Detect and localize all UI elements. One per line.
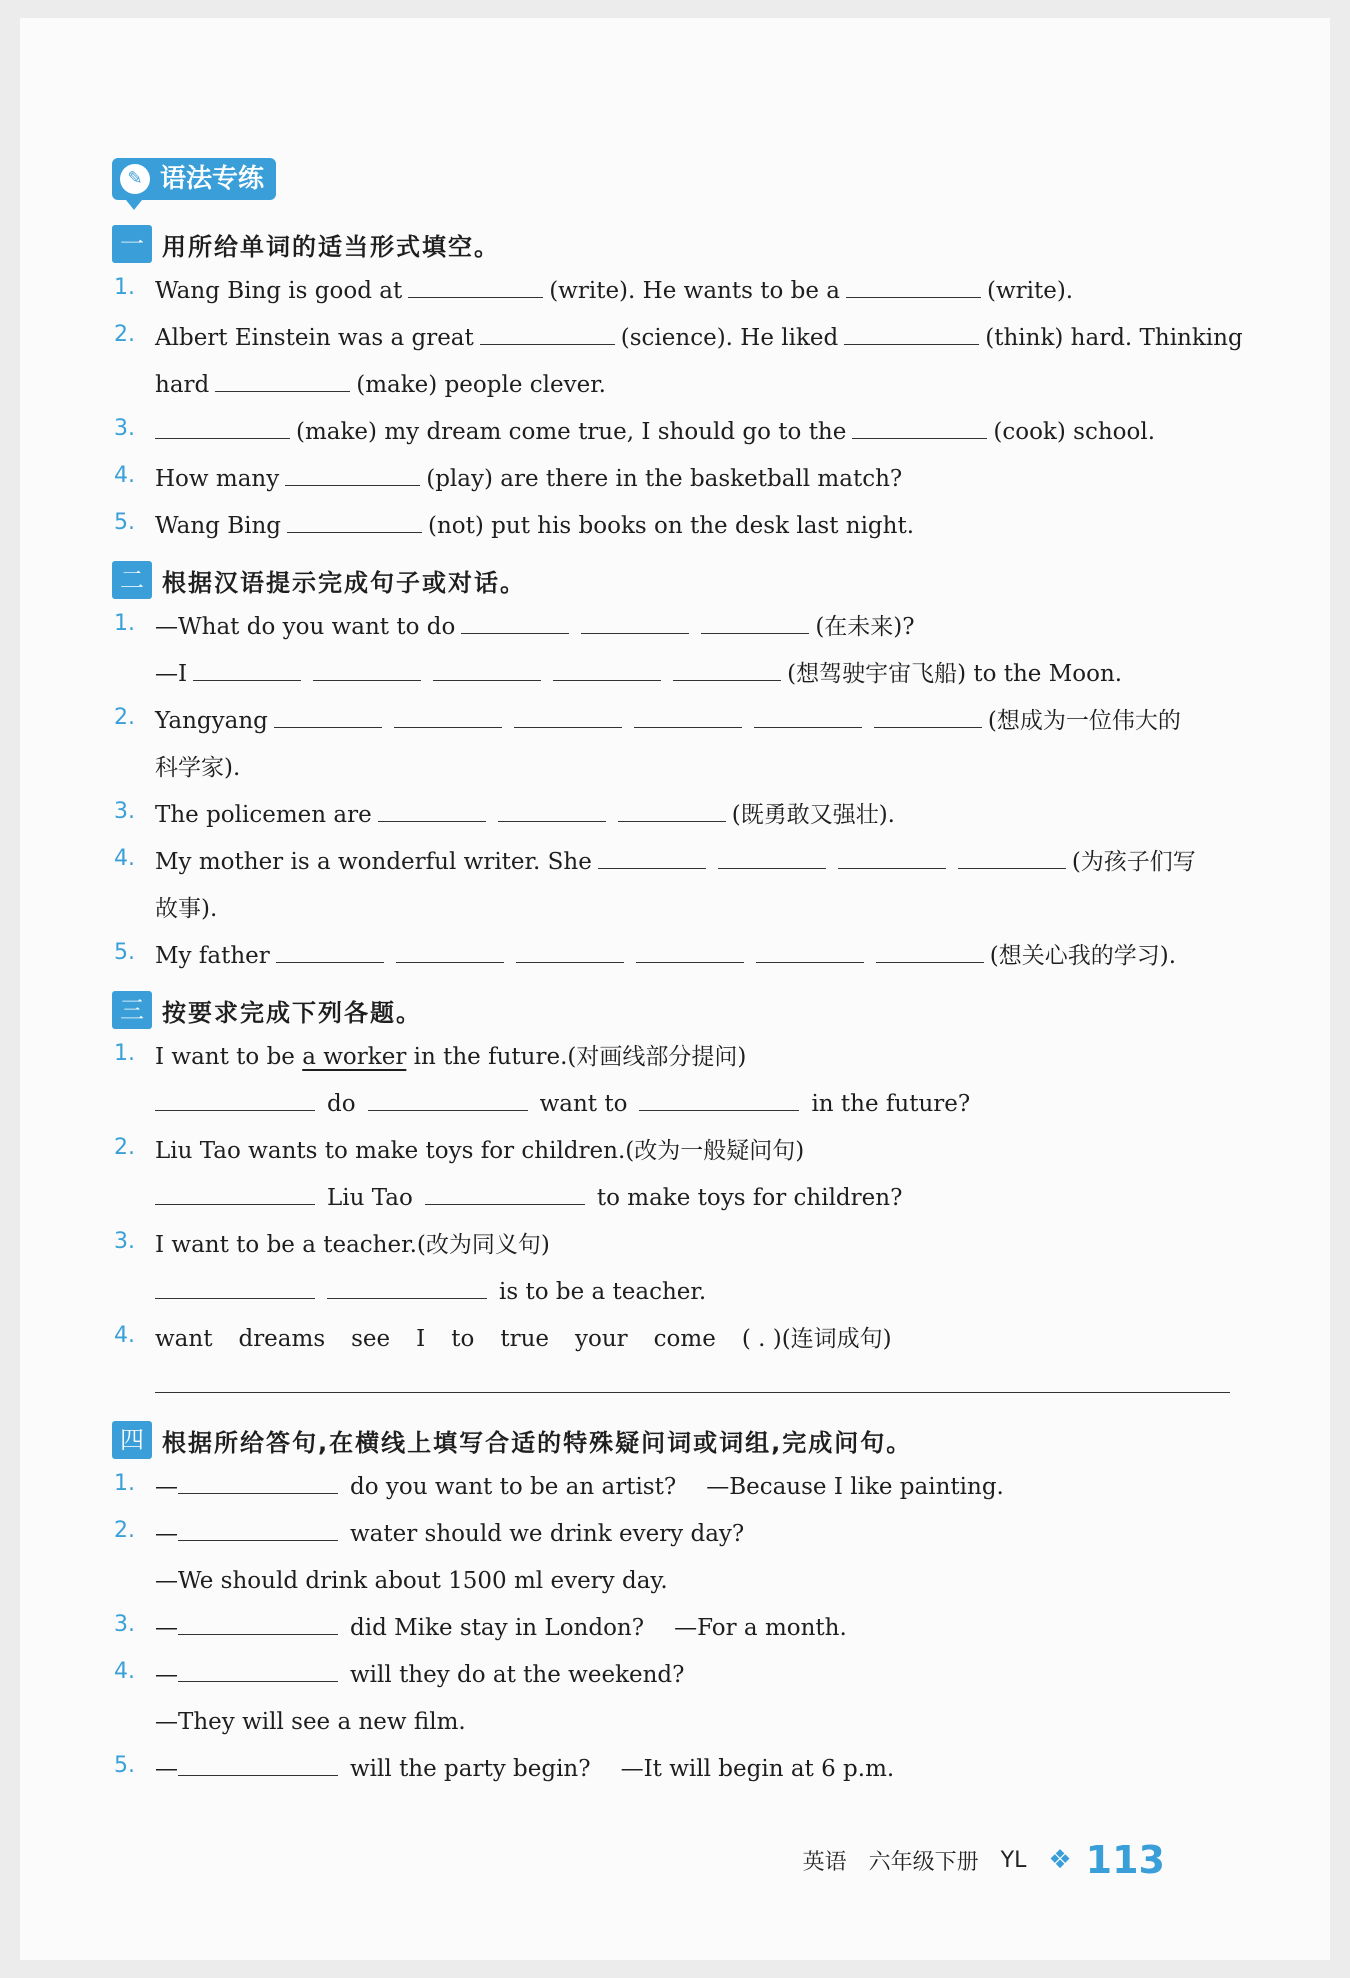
question-line: hard (make) people clever. <box>112 362 1232 409</box>
section-badge: 二 <box>112 561 152 599</box>
answer-blank[interactable] <box>368 1088 528 1111</box>
question-line: 1. Wang Bing is good at (write). He wants to be a (write). <box>114 275 1074 304</box>
answer-blank[interactable] <box>327 1276 487 1299</box>
answer-blank[interactable] <box>852 416 987 439</box>
question-line: 2. Albert Einstein was a great (science). He liked (think) hard. Thinking <box>114 322 1243 351</box>
question-line: —I (想驾驶宇宙飞船) to the Moon. <box>112 651 1232 698</box>
question-line: 2. Liu Tao wants to make toys for children.(改为一般疑问句) <box>114 1135 805 1164</box>
question-line: 5. Wang Bing (not) put his books on the desk last night. <box>114 510 915 539</box>
question-line: —They will see a new film. <box>155 1709 466 1735</box>
answer-blank[interactable] <box>673 658 781 681</box>
answer-blank[interactable] <box>876 940 984 963</box>
question-line <box>112 1363 1232 1410</box>
footer-subject: 英语 <box>802 1849 847 1875</box>
question-line: 2. Yangyang (想成为一位伟大的 <box>114 705 1181 734</box>
answer-blank[interactable] <box>480 322 615 345</box>
question-line: 1. I want to be a worker in the future.(对画线部分提问) <box>114 1041 747 1070</box>
question-line: 4. — will they do at the weekend? <box>114 1659 685 1688</box>
question-line: 4. How many (play) are there in the basketball match? <box>114 463 903 492</box>
answer-blank[interactable] <box>287 510 422 533</box>
answer-blank[interactable] <box>425 1182 585 1205</box>
answer-blank[interactable] <box>155 1088 315 1111</box>
answer-blank[interactable] <box>433 658 541 681</box>
answer-blank[interactable] <box>598 846 706 869</box>
question-line: 4. My mother is a wonderful writer. She (为孩子们写 <box>114 846 1196 875</box>
answer-blank[interactable] <box>178 1471 338 1494</box>
answer-blank[interactable] <box>394 705 502 728</box>
section-title: 用所给单词的适当形式填空。 <box>162 232 500 261</box>
answer-blank[interactable] <box>498 799 606 822</box>
section-title: 按要求完成下列各题。 <box>162 998 422 1027</box>
answer-blank[interactable] <box>193 658 301 681</box>
footer-edition: YL <box>1000 1847 1027 1873</box>
grammar-icon: ✎ <box>120 164 150 194</box>
question-line: 3. I want to be a teacher.(改为同义句) <box>114 1229 550 1258</box>
answer-blank[interactable] <box>396 940 504 963</box>
question-line: —We should drink about 1500 ml every day. <box>155 1568 668 1594</box>
answer-blank[interactable] <box>408 275 543 298</box>
question-line: Liu Tao to make toys for children? <box>112 1175 1232 1222</box>
question-line: 5. My father (想关心我的学习). <box>114 940 1177 969</box>
page-number: 113 <box>1085 1838 1165 1882</box>
question-line: 故事). <box>155 896 218 922</box>
answer-blank[interactable] <box>874 705 982 728</box>
answer-blank[interactable] <box>276 940 384 963</box>
answer-blank[interactable] <box>514 705 622 728</box>
question-line: 4. want dreams see I to true your come ( . )(连词成句) <box>114 1323 892 1352</box>
section-title: 根据所给答句,在横线上填写合适的特殊疑问词或词组,完成问句。 <box>162 1428 913 1457</box>
footer-grade: 六年级下册 <box>868 1849 979 1875</box>
answer-blank[interactable] <box>155 1276 315 1299</box>
answer-blank[interactable] <box>756 940 864 963</box>
answer-blank[interactable] <box>155 1182 315 1205</box>
answer-blank[interactable] <box>581 611 689 634</box>
content <box>112 158 1243 1793</box>
section-2-header <box>112 558 1232 602</box>
answer-blank[interactable] <box>178 1612 338 1635</box>
answer-blank[interactable] <box>701 611 809 634</box>
answer-blank[interactable] <box>754 705 862 728</box>
section-badge: 三 <box>112 991 152 1029</box>
answer-blank[interactable] <box>634 705 742 728</box>
question-line: do want to in the future? <box>112 1081 1232 1128</box>
underlined-phrase: a worker <box>302 1044 407 1070</box>
section-4-header <box>112 1418 1232 1462</box>
question-line: 3. (make) my dream come true, I should go to the (cook) school. <box>114 416 1156 445</box>
answer-blank[interactable] <box>215 369 350 392</box>
answer-blank[interactable] <box>313 658 421 681</box>
section-1-header <box>112 222 1232 266</box>
question-line: 5. — will the party begin? —It will begin at 6 p.m. <box>114 1753 895 1782</box>
question-line: 2. — water should we drink every day? <box>114 1518 745 1547</box>
section-badge: 一 <box>112 225 152 263</box>
section-3-header <box>112 988 1232 1032</box>
answer-blank[interactable] <box>461 611 569 634</box>
answer-blank[interactable] <box>155 416 290 439</box>
answer-blank[interactable] <box>618 799 726 822</box>
page-footer <box>781 1838 1165 1882</box>
answer-blank[interactable] <box>178 1753 338 1776</box>
grammar-banner <box>112 158 276 200</box>
answer-blank[interactable] <box>378 799 486 822</box>
answer-blank[interactable] <box>838 846 946 869</box>
answer-blank[interactable] <box>274 705 382 728</box>
answer-blank[interactable] <box>636 940 744 963</box>
answer-blank[interactable] <box>958 846 1066 869</box>
question-line: 3. — did Mike stay in London? —For a month. <box>114 1612 847 1641</box>
answer-blank[interactable] <box>178 1659 338 1682</box>
section-badge: 四 <box>112 1421 152 1459</box>
question-line: 1. — do you want to be an artist? —Because I like painting. <box>114 1471 1004 1500</box>
answer-blank[interactable] <box>553 658 661 681</box>
workbook-page <box>20 18 1330 1960</box>
answer-blank[interactable] <box>718 846 826 869</box>
question-line: 科学家). <box>155 755 241 781</box>
question-line: 1. —What do you want to do (在未来)? <box>114 611 915 640</box>
answer-blank[interactable] <box>516 940 624 963</box>
banner-title: 语法专练 <box>160 164 265 194</box>
question-line: is to be a teacher. <box>112 1269 1232 1316</box>
diamond-icon: ❖ <box>1048 1845 1072 1875</box>
question-line: 3. The policemen are (既勇敢又强壮). <box>114 799 895 828</box>
answer-blank[interactable] <box>639 1088 799 1111</box>
answer-blank[interactable] <box>178 1518 338 1541</box>
section-title: 根据汉语提示完成句子或对话。 <box>162 568 526 597</box>
answer-line[interactable] <box>155 1366 1230 1393</box>
answer-blank[interactable] <box>285 463 420 486</box>
answer-blank[interactable] <box>844 322 979 345</box>
answer-blank[interactable] <box>846 275 981 298</box>
